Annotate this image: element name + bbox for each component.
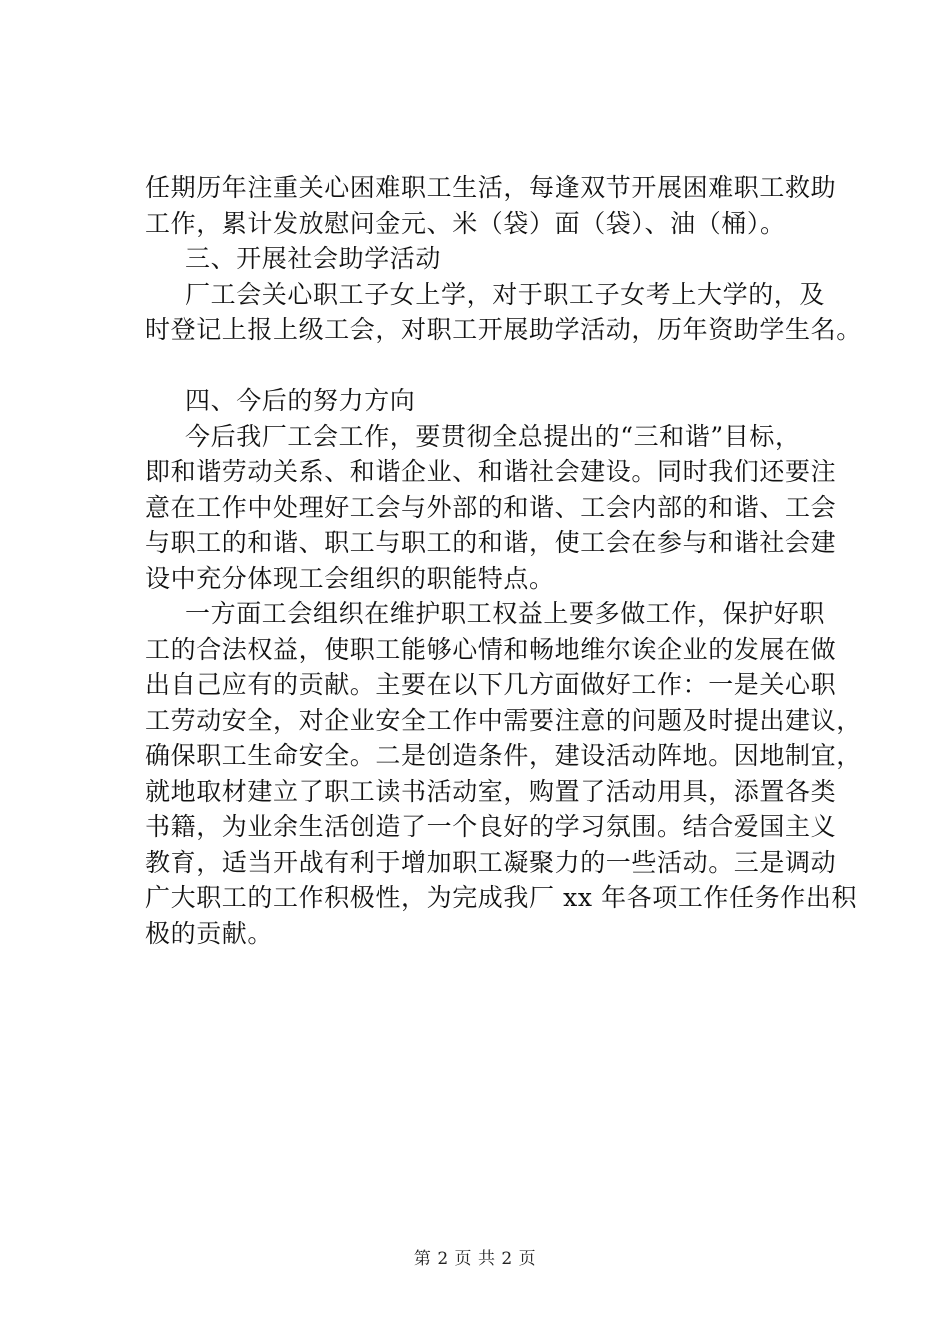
body-line: 广大职工的工作积极性，为完成我厂 xx 年各项工作任务作出积: [145, 883, 858, 912]
body-line: 厂工会关心职工子女上学，对于职工子女考上大学的，及: [185, 279, 826, 309]
body-line: 即和谐劳动关系、和谐企业、和谐社会建设。同时我们还要注: [145, 457, 837, 486]
body-line: 工作，累计发放慰问金元、米（袋）面（袋）、油（桶）。: [145, 208, 786, 238]
body-line: 就地取材建立了职工读书活动室，购置了活动用具，添置各类: [145, 776, 837, 806]
body-line: 时登记上报上级工会，对职工开展助学活动，历年资助学生名。: [145, 315, 862, 344]
section-heading-3: 三、开展社会助学活动: [185, 244, 442, 273]
body-line: 教育，适当开战有利于增加职工凝聚力的一些活动。三是调动: [145, 847, 837, 877]
body-line: 书籍，为业余生活创造了一个良好的学习氛围。结合爱国主义: [145, 812, 837, 841]
page-number-footer: 第 2 页 共 2 页: [413, 1249, 537, 1269]
body-line: 与职工的和谐、职工与职工的和谐，使工会在参与和谐社会建: [145, 528, 837, 557]
body-line: 极的贡献。: [145, 918, 274, 948]
body-line: 确保职工生命安全。二是创造条件，建设活动阵地。因地制宜，: [145, 741, 862, 770]
document-body: [145, 170, 862, 951]
body-line: 工的合法权益，使职工能够心情和畅地维尔诶企业的发展在做: [145, 634, 837, 664]
body-line: 设中充分体现工会组织的职能特点。: [145, 563, 555, 593]
paragraph-gap: [145, 348, 825, 384]
section-heading-4: 四、今后的努力方向: [185, 386, 416, 415]
body-line: 工劳动安全，对企业安全工作中需要注意的问题及时提出建议，: [145, 705, 862, 735]
body-line: 出自己应有的贡献。主要在以下几方面做好工作：一是关心职: [145, 670, 837, 699]
body-line: 一方面工会组织在维护职工权益上要多做工作，保护好职: [185, 599, 826, 628]
body-line: 意在工作中处理好工会与外部的和谐、工会内部的和谐、工会: [145, 492, 837, 522]
body-line: 今后我厂工会工作，要贯彻全总提出的“三和谐”目标，: [185, 421, 801, 451]
body-line: 任期历年注重关心困难职工生活，每逢双节开展困难职工救助: [145, 173, 837, 202]
